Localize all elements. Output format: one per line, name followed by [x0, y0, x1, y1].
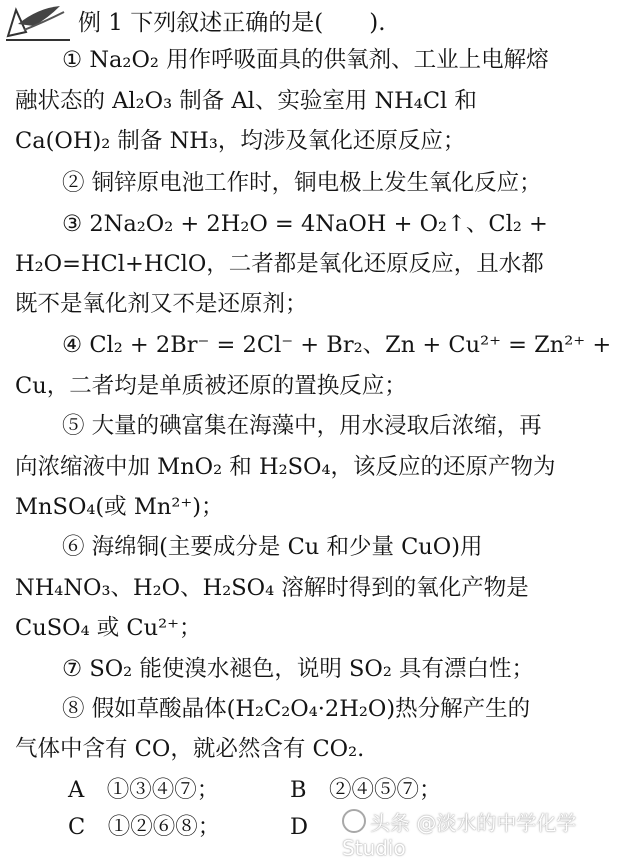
statement-2-line-1: ② 铜锌原电池工作时，铜电极上发生氧化反应； [62, 170, 542, 196]
statement-4-line-1: ④ Cl₂ + 2Br⁻ = 2Cl⁻ + Br₂、Zn + Cu²⁺ = Zn²⁺ + [62, 332, 612, 358]
statement-1-line-1: ① Na₂O₂ 用作呼吸面具的供氧剂、工业上电解熔 [62, 47, 549, 73]
option-d: D [290, 814, 309, 840]
statement-5-line-1: ⑤ 大量的碘富集在海藻中，用水浸取后浓缩，再 [62, 413, 542, 439]
option-b: B ②④⑤⑦； [290, 777, 442, 803]
statement-6-line-1: ⑥ 海绵铜(主要成分是 Cu 和少量 CuO)用 [62, 534, 483, 560]
statement-3-line-2: H₂O=HCl+HClO，二者都是氧化还原反应，且水都 [15, 251, 544, 277]
statement-3-line-3: 既不是氧化剂又不是还原剂； [15, 291, 308, 317]
decorative-quill-logo-icon [4, 2, 72, 42]
statement-4-line-2: Cu，二者均是单质被还原的置换反应； [15, 373, 407, 399]
statement-8-line-2: 气体中含有 CO，就必然含有 CO₂. [15, 736, 365, 762]
statement-5-line-2: 向浓缩液中加 MnO₂ 和 H₂SO₄，该反应的还原产物为 [15, 454, 556, 480]
statement-6-line-3: CuSO₄ 或 Cu²⁺； [15, 615, 202, 641]
watermark-text: 头条 @淡水的中学化学Studio [342, 811, 577, 860]
watermark [342, 807, 640, 860]
statement-7-line-1: ⑦ SO₂ 能使溴水褪色，说明 SO₂ 具有漂白性； [62, 656, 535, 682]
statement-8-line-1: ⑧ 假如草酸晶体(H₂C₂O₄·2H₂O)热分解产生的 [62, 696, 531, 722]
statement-1-line-2: 融状态的 Al₂O₃ 制备 Al、实验室用 NH₄Cl 和 [15, 88, 477, 114]
statement-6-line-2: NH₄NO₃、H₂O、H₂SO₄ 溶解时得到的氧化产物是 [15, 575, 529, 601]
watermark-logo-icon [342, 809, 366, 833]
option-a: A ①③④⑦； [68, 777, 220, 803]
example-title: 例 1 下列叙述正确的是( ). [78, 10, 386, 36]
option-c: C ①②⑥⑧； [68, 814, 221, 840]
statement-1-line-3: Ca(OH)₂ 制备 NH₃，均涉及氧化还原反应； [15, 128, 466, 154]
statement-3-line-1: ③ 2Na₂O₂ + 2H₂O = 4NaOH + O₂↑、Cl₂ + [62, 211, 548, 237]
statement-5-line-3: MnSO₄(或 Mn²⁺)； [15, 494, 224, 520]
